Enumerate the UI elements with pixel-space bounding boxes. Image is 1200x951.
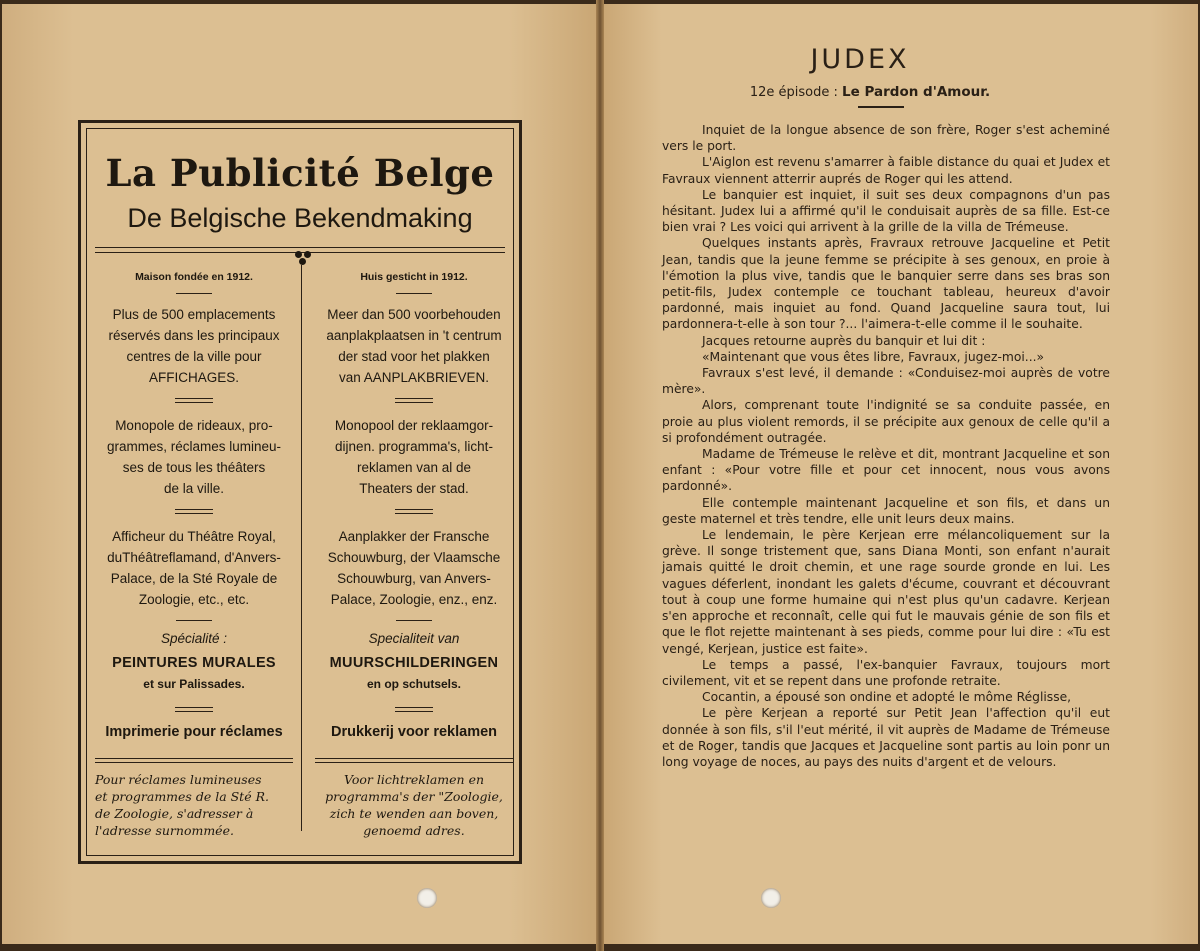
story-paragraph: Quelques instants après, Fravraux retrouve Jacqueline et Petit Jean, tandis que la jeune femme se précipite à ses genoux, en proie à l'émotion la plus vive, tandis que le banquier serre dans ses bras son petit-fils, Judex contemple ce touchant tableau, heureux d'avoir pardonné, mais inquiet au fond. Quand Jacqueline saura tout, lui pardonnera-t-elle à son tour ?... l'aimera-t-elle comme il le souhaite. <box>662 236 1110 332</box>
story-paragraph: «Maintenant que vous êtes libre, Favraux, jugez-moi...» <box>702 349 1045 364</box>
episode-heading <box>700 84 1040 100</box>
binding-hole-left <box>417 888 437 908</box>
footer-note: Voor lichtreklamen en programma's der "Zoologie, zich te wenden aan boven, genoemd adres. <box>325 772 503 838</box>
story-paragraph: Madame de Trémeuse le relève et dit, montrant Jacqueline et son enfant : «Pour votre fille et pour cet innocent, nous vous avons pardonné». <box>662 447 1110 494</box>
print-shop-line: Imprimerie pour réclames <box>105 724 283 740</box>
short-rule <box>396 293 432 294</box>
short-rule <box>396 620 432 621</box>
double-rule <box>175 707 213 712</box>
specialty-main: MUURSCHILDERINGEN <box>329 655 499 671</box>
double-rule <box>395 398 433 403</box>
ad-column-french <box>89 267 299 841</box>
ad-block-theatres: Afficheur du Théâtre Royal, duThéâtreflamand, d'Anvers- Palace, de la Sté Royale de Zoologie, etc., etc. <box>107 529 281 607</box>
story-paragraph: Cocantin, a épousé son ondine et adopté le môme Réglisse, <box>702 690 1072 705</box>
story-paragraph: Favraux s'est levé, il demande : «Conduisez-moi auprès de votre mère». <box>662 366 1110 397</box>
double-rule <box>175 398 213 403</box>
binding-hole-right <box>761 888 781 908</box>
specialty-label: Spécialité : <box>160 631 228 646</box>
short-rule <box>176 293 212 294</box>
book-gutter <box>596 0 604 951</box>
specialty-main: PEINTURES MURALES <box>112 655 276 671</box>
ad-block-monopoly: Monopool der reklaamgor- dijnen. programma's, licht- reklamen van al de Theaters der stad. <box>334 418 494 496</box>
episode-number: 12e épisode : <box>749 85 838 100</box>
specialty-label: Specialiteit van <box>368 631 460 646</box>
story-text <box>662 122 1110 770</box>
story-paragraph: Le temps a passé, l'ex-banquier Favraux, toujours mort civilement, vit et se repent dans une profonde retraite. <box>662 657 1110 688</box>
specialty-sub: en op schutsels. <box>366 677 462 691</box>
story-paragraph: Le banquier est inquiet, il suit ses deux compagnons d'un pas hésitant. Judex lui a affirmé qu'il le conduisait auprès de sa fille. Est-ce bien vrai ? Les voici qui arrivent à la grille de la villa de Trémeuse. <box>662 187 1110 235</box>
double-rule <box>395 509 433 514</box>
specialty-sub: et sur Palissades. <box>143 677 245 691</box>
short-rule <box>176 620 212 621</box>
ad-title-french: La Publicité Belge <box>105 151 495 195</box>
double-rule <box>175 509 213 514</box>
founded-note: Maison fondée en 1912. <box>135 271 253 283</box>
ad-title-dutch: De Belgische Bekendmaking <box>127 203 473 233</box>
advertisement-frame <box>78 120 522 864</box>
ad-block-theatres: Aanplakker der Fransche Schouwburg, der Vlaamsche Schouwburg, van Anvers- Palace, Zoologie, enz., enz. <box>327 529 501 607</box>
founded-note: Huis gesticht in 1912. <box>360 271 468 283</box>
story-paragraph: Alors, comprenant toute l'indignité se sa conduite passée, en proie au plus violent remords, il se précipite aux genoux de celle qu'il a si profondément outragée. <box>662 398 1110 445</box>
story-paragraph: Jacques retourne auprès du banquir et lui dit : <box>702 333 986 348</box>
episode-title: Le Pardon d'Amour. <box>842 84 991 100</box>
ad-block-billboards: Meer dan 500 voorbehouden aanplakplaatsen in 't centrum der stad voor het plakken van AANPLAKBRIEVEN. <box>326 307 502 385</box>
double-rule-full <box>315 758 513 763</box>
ad-column-dutch <box>309 267 519 841</box>
story-paragraph: Elle contemple maintenant Jacqueline et son fils, et dans un geste maternel et très tendre, elle unit leurs deux mains. <box>662 495 1110 526</box>
ad-block-monopoly: Monopole de rideaux, pro- grammes, réclames lumineu- ses de tous les théâters de la ville. <box>106 418 282 496</box>
ad-block-billboards: Plus de 500 emplacements réservés dans les principaux centres de la ville pour AFFICHAGES. <box>108 307 280 385</box>
column-divider <box>301 265 302 831</box>
double-rule-full <box>95 758 293 763</box>
story-paragraph: Inquiet de la longue absence de son frère, Roger s'est acheminé vers le port. <box>662 123 1110 154</box>
print-shop-line: Drukkerij voor reklamen <box>330 724 498 740</box>
story-title: JUDEX <box>810 44 910 75</box>
title-rule <box>858 106 904 108</box>
story-paragraph: L'Aiglon est revenu s'amarrer à faible distance du quai et Judex et Favraux viennent atterrir auprés de Roger qui les attend. <box>662 155 1110 186</box>
story-paragraph: Le père Kerjean a reporté sur Petit Jean l'affection qu'il eut donnée à son fils, s'il l'eut mérité, il vit auprès de Madame de Trémeuse et de Roger, tandis que Jacques et Jacqueline sont partis au loin ponr un long voyage de noces, au pays des nuits d'argent et de velours. <box>662 706 1110 769</box>
footer-note: Pour réclames lumineuses et programmes de la Sté R. de Zoologie, s'adresser à l'adresse surnommée. <box>95 772 269 838</box>
advertisement-inner-border <box>86 128 514 856</box>
story-paragraph: Le lendemain, le père Kerjean erre mélancoliquement sur la grève. Il songe tristement que, sans Diana Monti, son enfant n'aurait jamais quitté le droit chemin, et une rage sourde gronde en lui. Les vagues déferlent, inondant les galets d'écume, couvrant et découvrant tout à coup une forme humaine qui n'est plus qu'un cadavre. Kerjean s'en approche et reconnaît, celle qui fut le mauvais génie de son fils et que le flot rejette maintenant à ses pieds, comme pour lui dire : «Tu est vengé, Kerjean, justice est faite». <box>662 528 1110 656</box>
double-rule <box>395 707 433 712</box>
